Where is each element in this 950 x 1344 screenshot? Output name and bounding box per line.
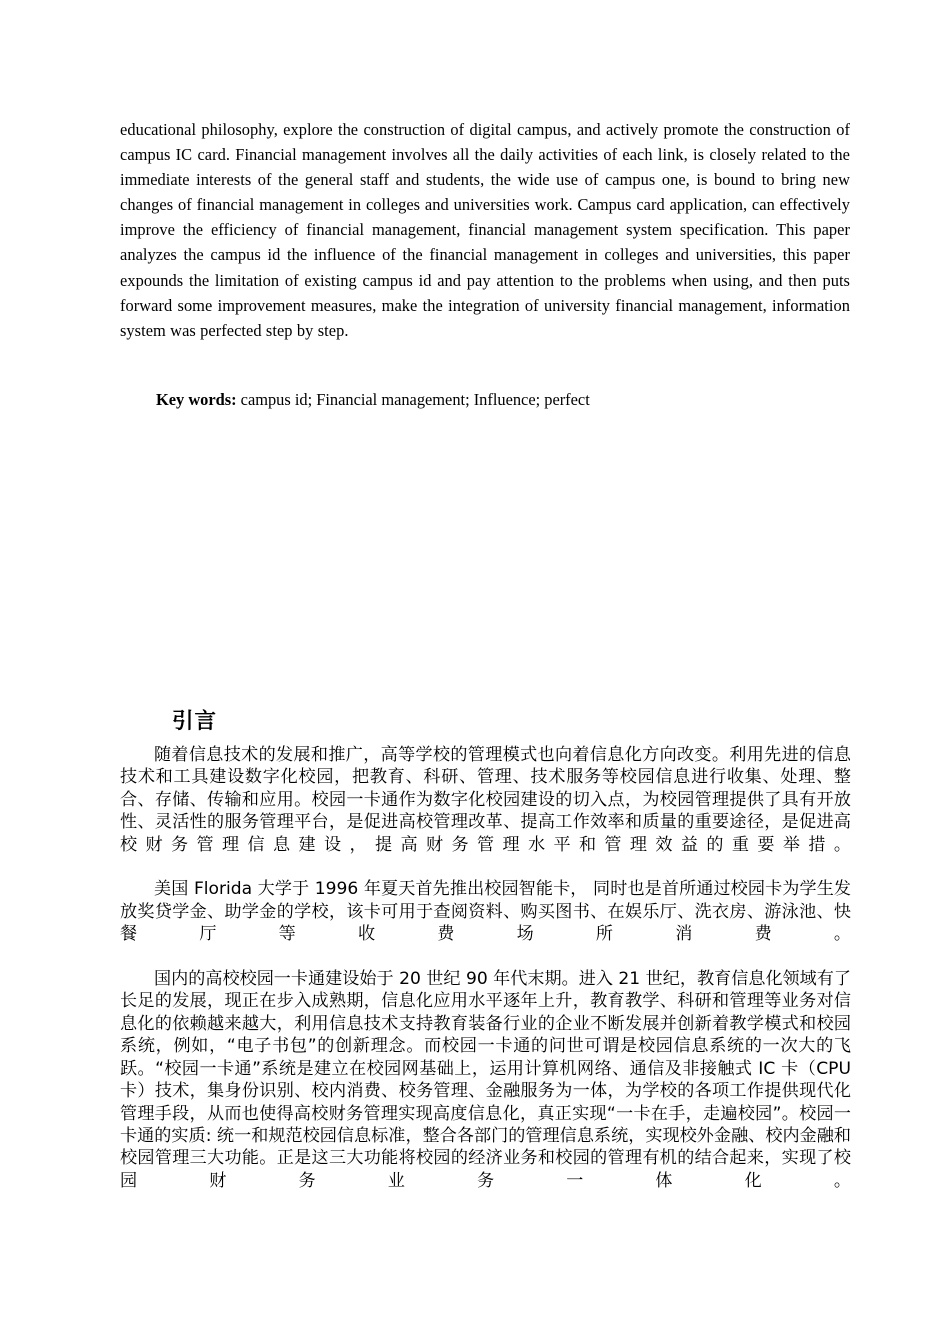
- keywords-label: Key words:: [156, 390, 237, 409]
- abstract-body-paragraph: educational philosophy, explore the construction of digital campus, and actively promote the construction of campus IC card. Financial management involves all the daily activities of each link, is closely related to the immediate interests of the general staff and students, the wide use of campus one, is bound to bring new changes of financial management in colleges and universities work. Campus card application, can effectively improve the efficiency of financial management, financial management system specification. This paper analyzes the campus id the influence of the financial management in colleges and universities, this paper expounds the limitation of existing campus id and pay attention to the problems when using, and then puts forward some improvement measures, make the integration of university financial management, information system was perfected step by step.: [120, 120, 850, 340]
- keywords-value: campus id; Financial management; Influence; perfect: [236, 390, 590, 409]
- intro-paragraph-2: 美国 Florida 大学于 1996 年夏天首先推出校园智能卡， 同时也是首所通过校园卡为学生发放奖贷学金、助学金的学校，该卡可用于查阅资料、购买图书、在娱乐厅、洗衣房、游泳池、快餐厅等收费场所消费。: [120, 879, 851, 945]
- intro-paragraph-3: 国内的高校校园一卡通建设始于 20 世纪 90 年代末期。进入 21 世纪，教育信息化领域有了长足的发展，现正在步入成熟期，信息化应用水平逐年上升，教育教学、科研和管理等业务对信息化的依赖越来越大，利用信息技术支持教育装备行业的企业不断发展并创新着教学模式和校园系统，例如，“电子书包”的创新理念。而校园一卡通的问世可谓是校园信息系统的一次大的飞跃。“校园一卡通”系统是建立在校园网基础上，运用计算机网络、通信及非接触式 IC 卡（CPU 卡）技术，集身份识别、校内消费、校务管理、金融服务为一体，为学校的各项工作提供现代化管理手段，从而也使得高校财务管理实现高度信息化，真正实现“一卡在手，走遍校园”。校园一卡通的实质: 统一和规范校园信息标准，整合各部门的管理信息系统，实现校外金融、校内金融和校园管理三大功能。正是这三大功能将校园的经济业务和校园的管理有机的结合起来，实现了校园财务业务一体化。: [120, 969, 851, 1191]
- introduction-heading: 引言: [172, 709, 218, 734]
- abstract-section: [120, 117, 850, 343]
- introduction-body: [120, 744, 851, 1215]
- keywords-line: [120, 387, 850, 412]
- intro-paragraph-1: 随着信息技术的发展和推广，高等学校的管理模式也向着信息化方向改变。利用先进的信息技术和工具建设数字化校园，把教育、科研、管理、技术服务等校园信息进行收集、处理、整合、存储、传输和应用。校园一卡通作为数字化校园建设的切入点，为校园管理提供了具有开放性、灵活性的服务管理平台，是促进高校管理改革、提高工作效率和质量的重要途径，是促进高校财务管理信息建设，提高财务管理水平和管理效益的重要举措。: [120, 745, 851, 855]
